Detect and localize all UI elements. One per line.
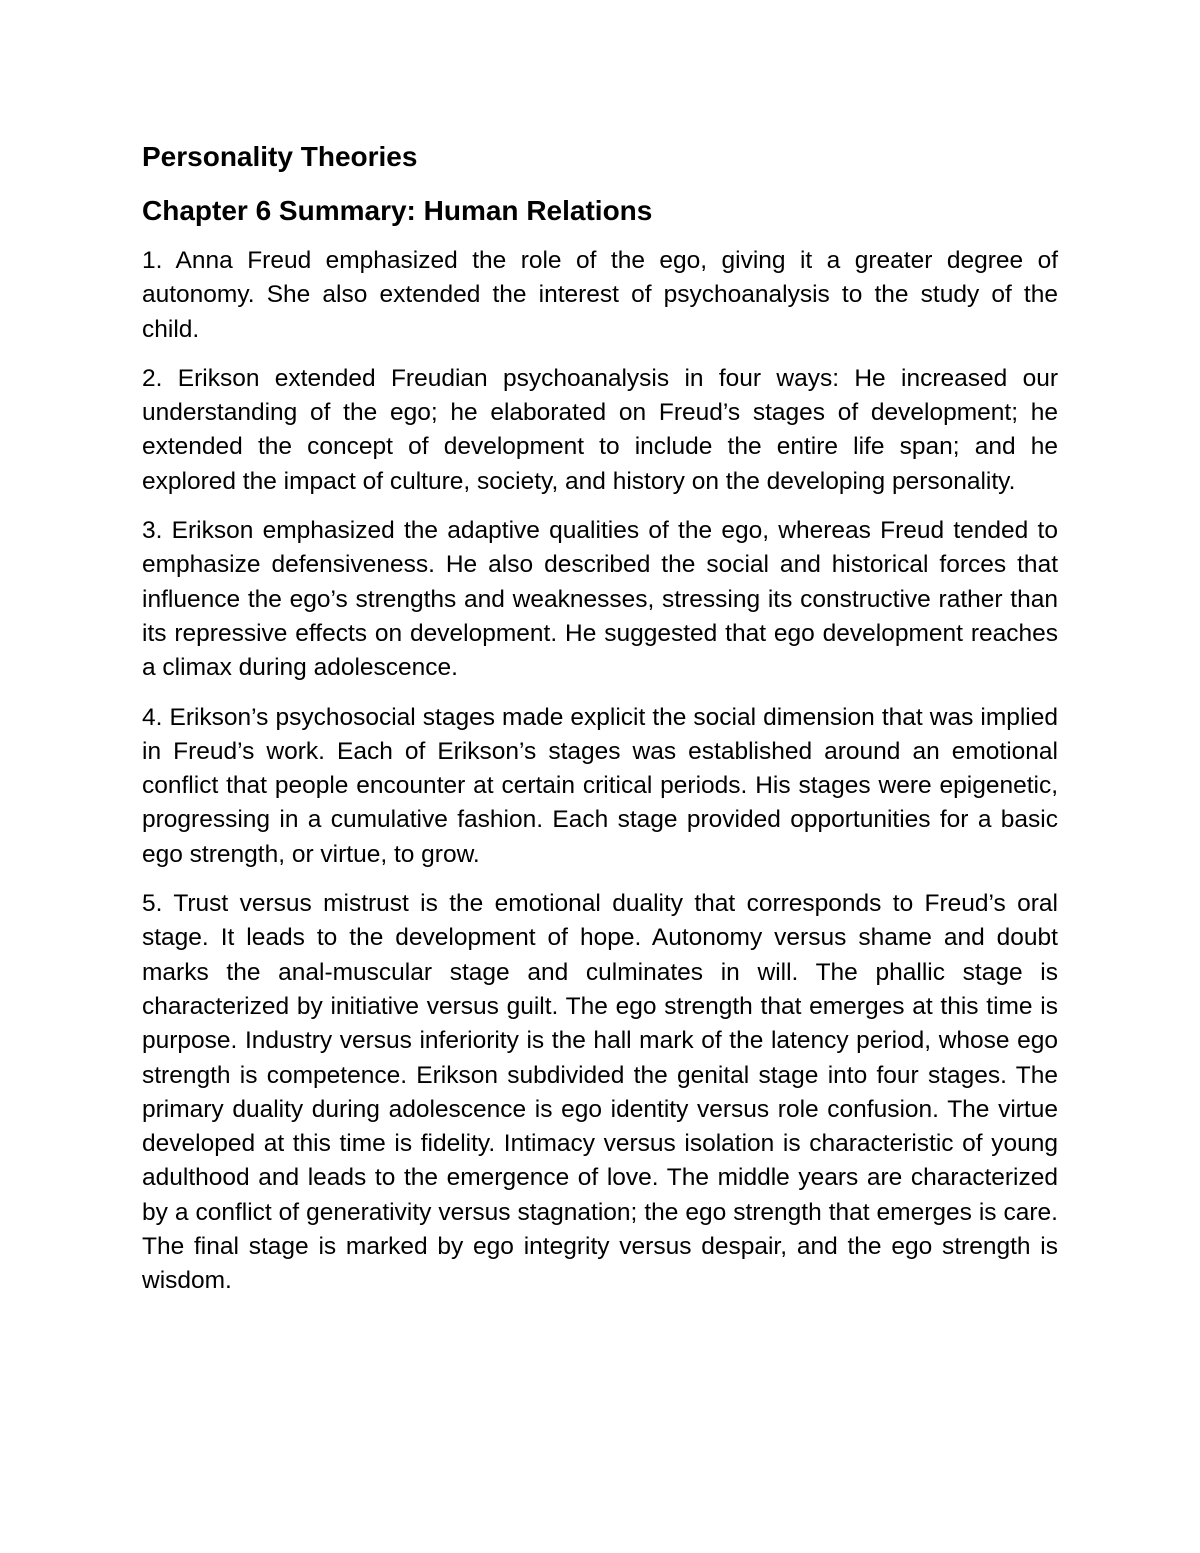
- paragraph-2: 2. Erikson extended Freudian psychoanalysis in four ways: He increased our understanding of the ego; he elaborated on Freud’s stages of development; he extended the concept of development to include the entire life span; and he explored the impact of culture, society, and history on the developing personality.: [142, 364, 1058, 495]
- chapter-heading: Chapter 6 Summary: Human Relations: [142, 195, 653, 226]
- paragraph-5: 5. Trust versus mistrust is the emotional duality that corresponds to Freud’s oral stage. It leads to the development of hope. Autonomy versus shame and doubt marks the anal-muscular stage and culminates in will. The phallic stage is characterized by initiative versus guilt. The ego strength that emerges at this time is purpose. Industry versus inferiority is the hall mark of the latency period, whose ego strength is competence. Erikson subdivided the genital stage into four stages. The primary duality during adolescence is ego identity versus role confusion. The virtue developed at this time is fidelity. Intimacy versus isolation is characteristic of young adulthood and leads to the emergence of love. The middle years are characterized by a conflict of generativity versus stagnation; the ego strength that emerges is care. The final stage is marked by ego integrity versus despair, and the ego strength is wisdom.: [142, 890, 1058, 1295]
- document-body: [142, 140, 1058, 1314]
- paragraph-4: 4. Erikson’s psychosocial stages made explicit the social dimension that was implied in Freud’s work. Each of Erikson’s stages was established around an emotional conflict that people encounter at certain critical periods. His stages were epigenetic, progressing in a cumulative fashion. Each stage provided opportunities for a basic ego strength, or virtue, to grow.: [142, 703, 1058, 868]
- paragraph-3: 3. Erikson emphasized the adaptive qualities of the ego, whereas Freud tended to emphasize defensiveness. He also described the social and historical forces that influence the ego’s strengths and weaknesses, stressing its constructive rather than its repressive effects on development. He suggested that ego development reaches a climax during adolescence.: [142, 517, 1058, 682]
- paragraph-1: 1. Anna Freud emphasized the role of the ego, giving it a greater degree of autonomy. She also extended the interest of psychoanalysis to the study of the child.: [142, 247, 1058, 343]
- document-title: Personality Theories: [142, 141, 418, 172]
